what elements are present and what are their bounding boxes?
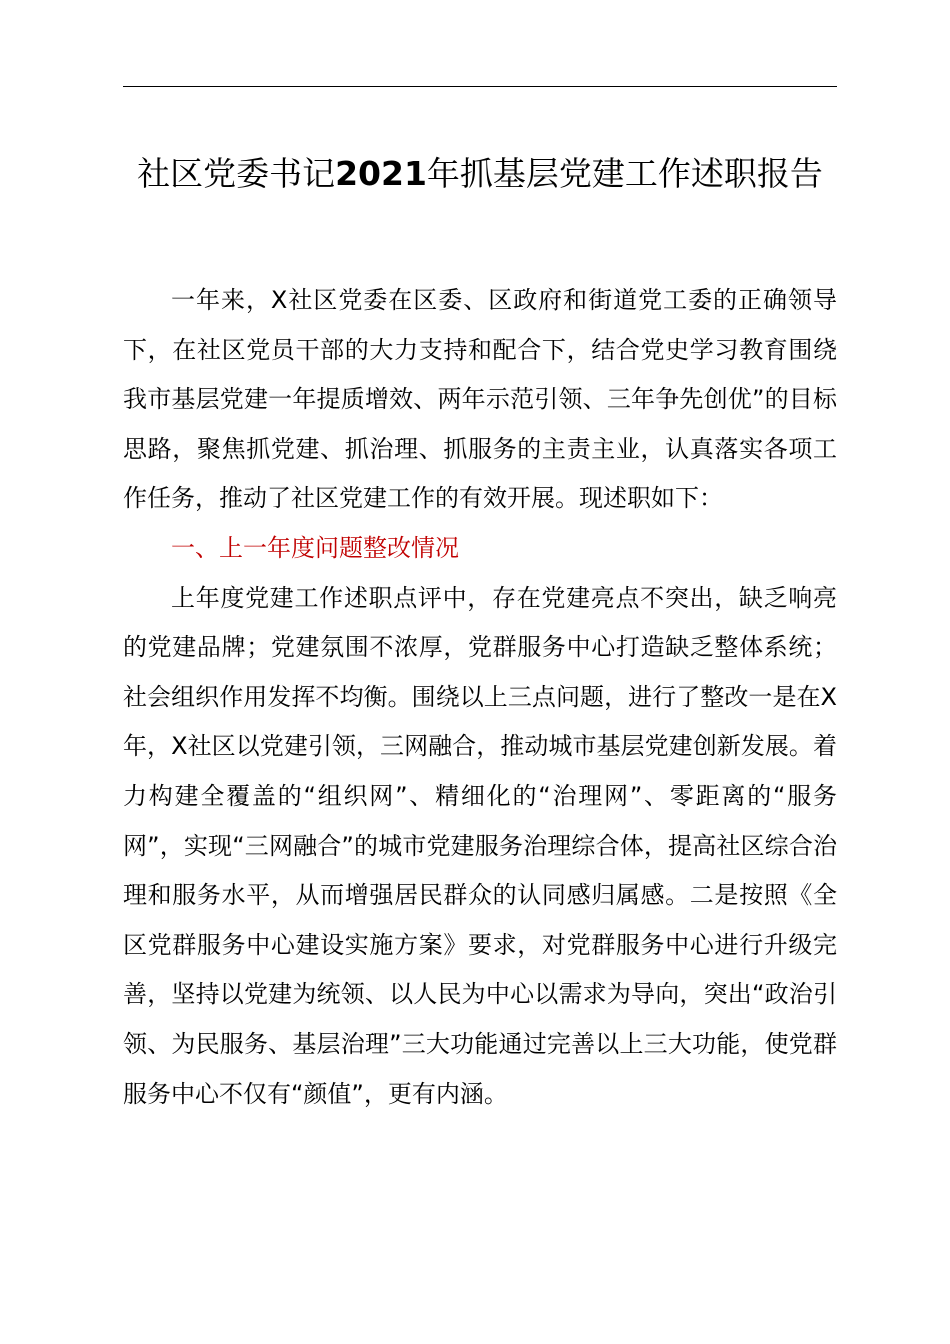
section-paragraph: 上年度党建工作述职点评中，存在党建亮点不突出，缺乏响亮的党建品牌；党建氛围不浓厚，党群服务中心打造缺乏整体系统；社会组织作用发挥不均衡。围绕以上三点问题，进行了整改一是在X年，X社区以党建引领，三网融合，推动城市基层党建创新发展。着力构建全覆盖的“组织网”、精细化的“治理网”、零距离的“服务网”，实现“三网融合”的城市党建服务治理综合体，提高社区综合治理和服务水平，从而增强居民群众的认同感归属感。二是按照《全区党群服务中心建设实施方案》要求，对党群服务中心进行升级完善，坚持以党建为统领、以人民为中心以需求为导向，突出“政治引领、为民服务、基层治理”三大功能通过完善以上三大功能，使党群服务中心不仅有“颜值”，更有内涵。 bbox=[123, 583, 837, 1108]
section-heading: 一、上一年度问题整改情况 bbox=[171, 533, 459, 562]
title-prefix: 社区党委书记 bbox=[137, 154, 336, 193]
page-title bbox=[123, 150, 837, 198]
title-suffix: 年抓基层党建工作述职报告 bbox=[426, 154, 823, 193]
title-year: 2021 bbox=[335, 154, 427, 193]
header-rule bbox=[123, 86, 837, 87]
document-body bbox=[123, 276, 837, 1119]
intro-paragraph: 一年来，X社区党委在区委、区政府和街道党工委的正确领导下，在社区党员干部的大力支持和配合下，结合党史学习教育围绕我市基层党建一年提质增效、两年示范引领、三年争先创优”的目标思路，聚焦抓党建、抓治理、抓服务的主责主业，认真落实各项工作任务，推动了社区党建工作的有效开展。现述职如下： bbox=[123, 286, 837, 513]
